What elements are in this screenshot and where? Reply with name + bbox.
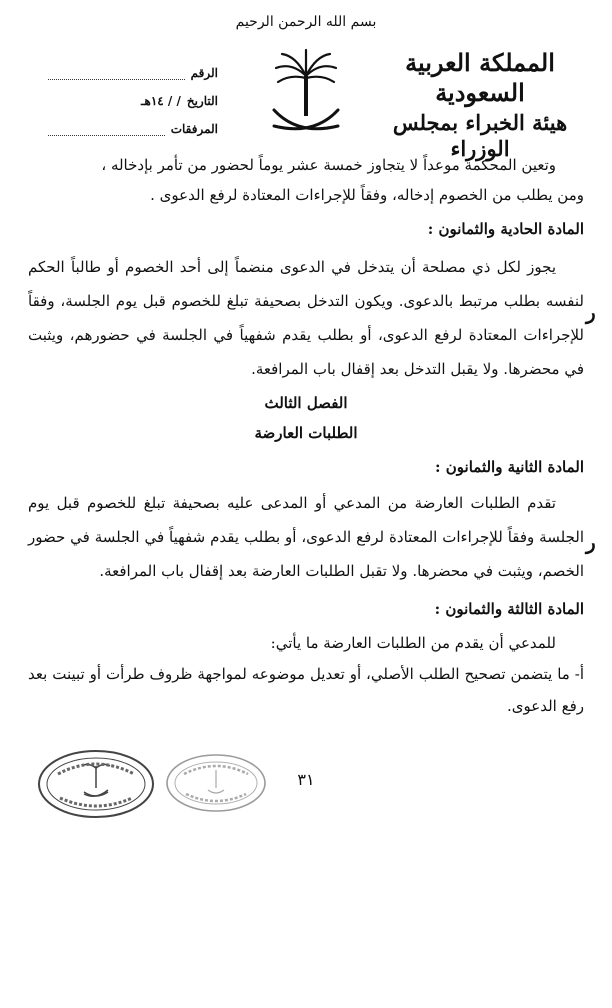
article-81-text: يجوز لكل ذي مصلحة أن يتدخل في الدعوى منضماً إلى أحد الخصوم أو طالباً الحكم لنفسه بطلب مرتبط بالدعوى. ويكون التدخل بصحيفة تبلغ للخصوم قبل يوم الجلسة، وفقاً للإجراءات المعتادة لرفع الدعوى، أو بطلب يقدم شفهياً في الجلسة في حضورهم، ويثبت في محضرها. ولا يقبل التدخل بعد إقفال باب المرافعة.: [28, 258, 584, 378]
saudi-emblem-icon: [268, 48, 344, 140]
ref-row: [48, 52, 218, 80]
attachments-field: [48, 123, 165, 136]
margin-mark: ر: [586, 530, 596, 554]
ref-label: الرقم: [190, 66, 218, 80]
date-value: / / ١٤هـ: [140, 94, 181, 108]
margin-mark: ر: [586, 300, 596, 324]
article-82-heading: المادة الثانية والثمانون :: [435, 458, 584, 476]
document-meta: [48, 52, 218, 136]
paragraph-line: ومن يطلب من الخصوم إدخاله، وفقاً للإجراءات المعتادة لرفع الدعوى .: [150, 186, 584, 204]
document-body: [28, 150, 584, 722]
chapter-title: الفصل الثالث: [264, 394, 348, 412]
date-label: التاريخ: [186, 94, 218, 108]
article-82-text: تقدم الطلبات العارضة من المدعي أو المدعى عليه بصحيفة تبلغ للخصوم قبل يوم الجلسة وفقاً للإجراءات المعتادة لرفع الدعوى، أو بطلب يقدم شفهياً في الجلسة في حضور الخصم، ويثبت في محضرها. ولا تقبل الطلبات العارضة بعد إقفال باب المرافعة.: [28, 494, 584, 580]
org-name-line1: المملكة العربية السعودية: [405, 48, 555, 107]
organization-block: [370, 48, 590, 163]
paragraph-line: وتعين المحكمة موعداً لا يتجاوز خمسة عشر يوماً لحضور من تأمر بإدخاله ،: [101, 156, 556, 174]
date-row: [48, 80, 218, 108]
official-stamp-seal: [36, 748, 156, 820]
ref-field: [48, 67, 185, 80]
org-name-line2: هيئة الخبراء بمجلس الوزراء: [392, 110, 568, 162]
article-83-item-a: أ- ما يتضمن تصحيح الطلب الأصلي، أو تعديل موضوعه لمواجهة ظروف طرأت أو تبينت بعد رفع الدعوى.: [28, 665, 584, 715]
chapter-subtitle: الطلبات العارضة: [254, 424, 358, 442]
attachments-row: [48, 108, 218, 136]
article-81-heading: المادة الحادية والثمانون :: [427, 220, 584, 238]
page-number: ٣١: [297, 770, 315, 789]
article-83-heading: المادة الثالثة والثمانون :: [434, 600, 584, 618]
official-stamp-faded: [164, 752, 268, 814]
attachments-label: المرفقات: [170, 122, 218, 136]
article-83-intro: للمدعي أن يقدم من الطلبات العارضة ما يأتي:: [270, 634, 556, 652]
basmala: بسم الله الرحمن الرحيم: [235, 14, 377, 30]
